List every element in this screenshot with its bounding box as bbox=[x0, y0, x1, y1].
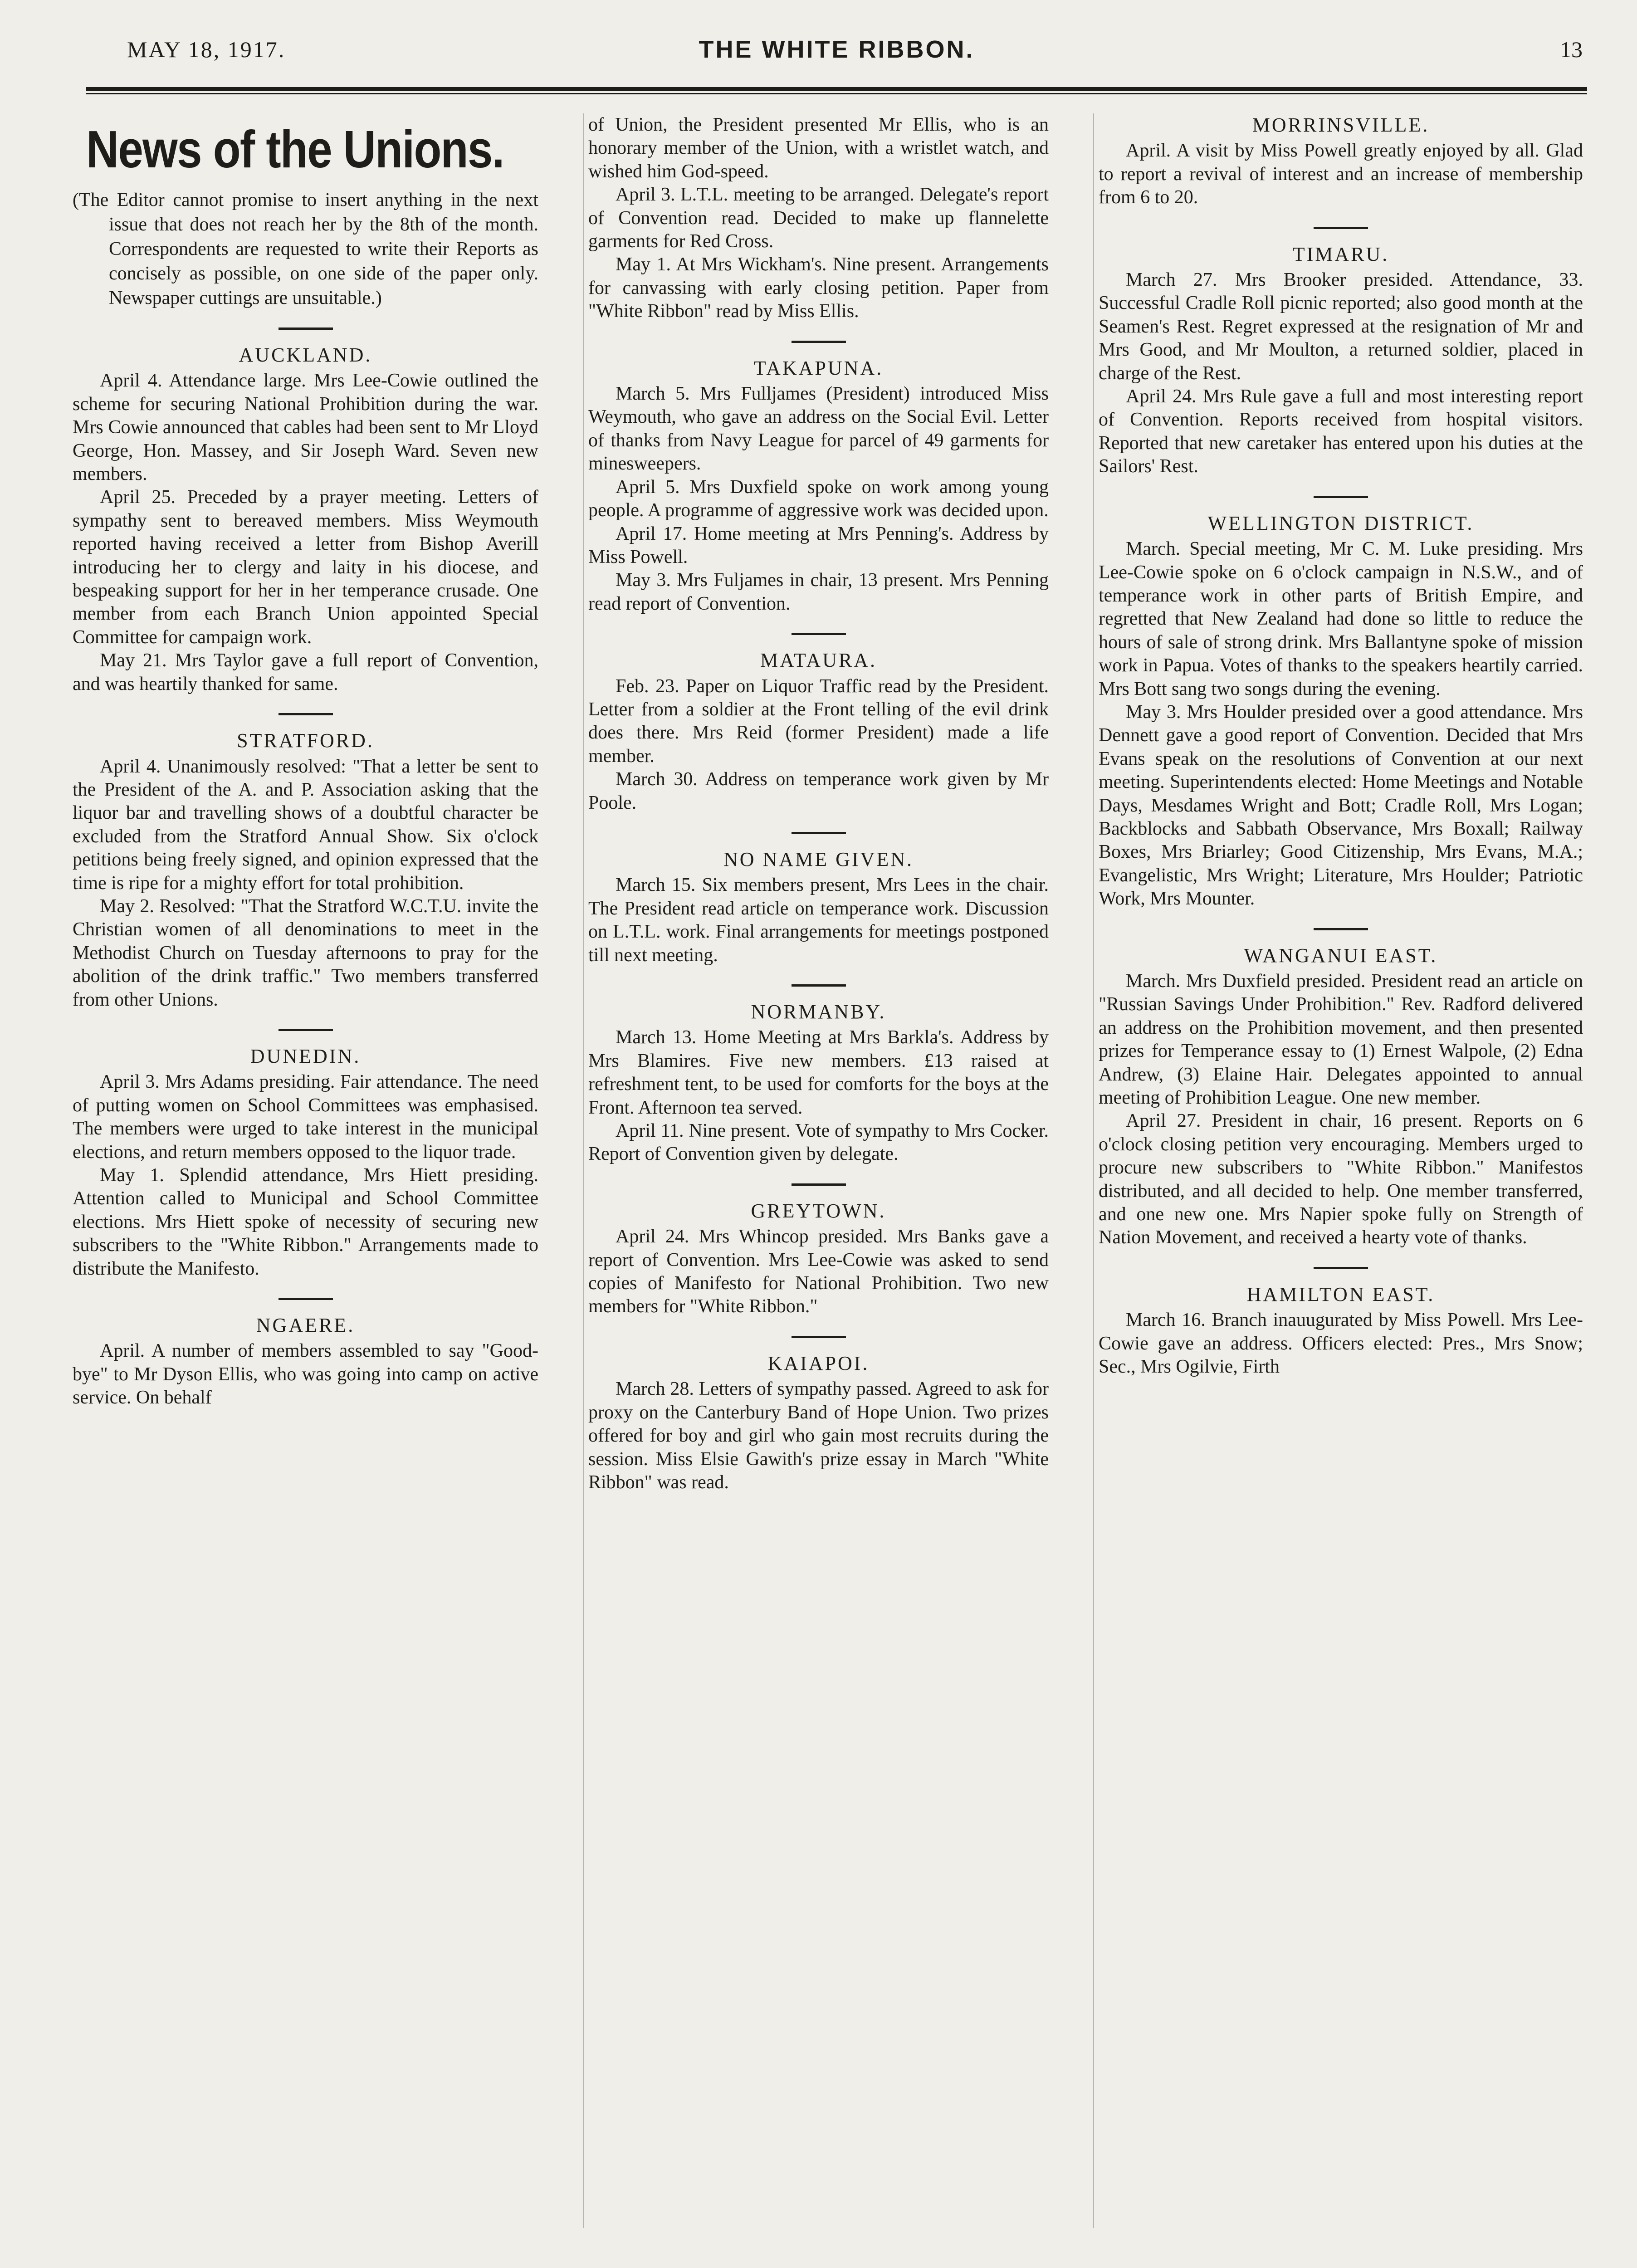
union-heading-ngaere: NGAERE. bbox=[256, 1314, 355, 1337]
separator bbox=[1314, 496, 1368, 498]
report-paragraph: Feb. 23. Paper on Liquor Traffic read by the President. Letter from a soldier at the Front telling of the evil drink does there. Mrs Reid (former President) made a life member. bbox=[588, 675, 1049, 767]
report-paragraph: April 11. Nine present. Vote of sympathy to Mrs Cocker. Report of Convention given by delegate. bbox=[588, 1120, 1049, 1165]
union-heading-timaru: TIMARU. bbox=[1292, 243, 1389, 265]
report-paragraph: May 1. Splendid attendance, Mrs Hiett presiding. Attention called to Municipal and School Committee elections. Mrs Hiett spoke of necessity of securing new subscribers to the "White Ribbon." Arrangements made to distribute the Manifesto. bbox=[73, 1165, 538, 1279]
report-paragraph: March. Special meeting, Mr C. M. Luke presiding. Mrs Lee-Cowie spoke on 6 o'clock campaign in N.S.W., and of temperance work in other parts of British Empire, and regretted that New Zealand had done so little to reduce the hours of sale of strong drink. Mrs Ballantyne spoke of mission work in Papua. Votes of thanks to the speakers heartily carried. Mrs Bott sang two songs during the evening. bbox=[1099, 538, 1583, 699]
report-paragraph: March 27. Mrs Brooker presided. Attendance, 33. Successful Cradle Roll picnic reported; also good month at the Seamen's Rest. Regret expressed at the resignation of Mr and Mrs Good, and Mr Moulton, a returned soldier, placed in charge of the Rest. bbox=[1099, 269, 1583, 384]
report-paragraph: April 5. Mrs Duxfield spoke on work among young people. A programme of aggressive work was decided upon. bbox=[588, 476, 1049, 521]
separator bbox=[279, 1029, 333, 1031]
page-number: 13 bbox=[1560, 37, 1583, 62]
separator bbox=[792, 341, 846, 343]
publication-title: THE WHITE RIBBON. bbox=[699, 36, 975, 63]
separator bbox=[792, 1336, 846, 1338]
separator bbox=[279, 327, 333, 330]
separator bbox=[792, 1183, 846, 1186]
union-heading-takapuna: TAKAPUNA. bbox=[753, 357, 884, 379]
separator bbox=[1314, 1267, 1368, 1269]
report-paragraph: March 5. Mrs Fulljames (President) introduced Miss Weymouth, who gave an address on the Social Evil. Letter of thanks from Navy League for parcel of 49 garments for minesweepers. bbox=[588, 383, 1049, 474]
union-heading-kaiapoi: KAIAPOI. bbox=[767, 1352, 870, 1374]
page-header bbox=[86, 28, 1587, 66]
union-heading-wellington-district: WELLINGTON DISTRICT. bbox=[1207, 512, 1474, 534]
editor-notice: (The Editor cannot promise to insert anything in the next issue that does not reach her by the 8th of the month. Correspondents are requested to write their Reports as concisely as possible, on one side of the paper only. Newspaper cuttings are unsuitable.) bbox=[73, 190, 538, 308]
report-paragraph: March 15. Six members present, Mrs Lees in the chair. The President read article on temperance work. Discussion on L.T.L. work. Final arrangements for meetings postponed till next meeting. bbox=[588, 875, 1049, 966]
header-rule-thin bbox=[86, 93, 1587, 94]
union-heading-hamilton-east: HAMILTON EAST. bbox=[1246, 1283, 1435, 1305]
union-heading-no-name-given: NO NAME GIVEN. bbox=[723, 848, 914, 870]
separator bbox=[792, 984, 846, 987]
union-heading-mataura: MATAURA. bbox=[760, 649, 877, 672]
section-title: News of the Unions. bbox=[86, 120, 504, 179]
union-heading-wanganui-east: WANGANUI EAST. bbox=[1244, 944, 1438, 967]
report-paragraph: April 25. Preceded by a prayer meeting. Letters of sympathy sent to bereaved members. Miss Weymouth reported having received a letter from Bishop Averill introducing her to clergy and laity in his diocese, and bespeaking support for her in her temperance crusade. One member from each Branch Union appointed Special Committee for campaign work. bbox=[73, 487, 538, 648]
report-paragraph: May 21. Mrs Taylor gave a full report of Convention, and was heartily thanked for same. bbox=[73, 650, 538, 694]
union-heading-normanby: NORMANBY. bbox=[751, 1001, 886, 1023]
column-3 bbox=[1093, 113, 1583, 2228]
report-paragraph: April 3. L.T.L. meeting to be arranged. Delegate's report of Convention read. Decided to make up flannelette garments for Red Cross. bbox=[588, 184, 1049, 252]
report-paragraph-continued: of Union, the President presented Mr Ellis, who is an honorary member of the Union, with a wristlet watch, and wished him God-speed. bbox=[588, 114, 1049, 182]
report-paragraph: April 27. President in chair, 16 present. Reports on 6 o'clock closing petition very encouraging. Members urged to procure new subscribers to "White Ribbon." Manifestos distributed, and all decided to help. One member transferred, and one new one. Mrs Napier spoke fully on Strength of Nation Movement, and received a hearty vote of thanks. bbox=[1099, 1110, 1583, 1248]
issue-date: MAY 18, 1917. bbox=[127, 37, 286, 62]
union-heading-dunedin: DUNEDIN. bbox=[250, 1045, 361, 1067]
report-paragraph: March 28. Letters of sympathy passed. Agreed to ask for proxy on the Canterbury Band of Hope Union. Two prizes offered for boy and girl who gain most recruits during the session. Miss Elsie Gawith's prize essay in March "White Ribbon" was read. bbox=[588, 1378, 1049, 1493]
report-paragraph: April 3. Mrs Adams presiding. Fair attendance. The need of putting women on School Committees was emphasised. The members were urged to take interest in the municipal elections, and return members opposed to the liquor trade. bbox=[73, 1071, 538, 1163]
report-paragraph: March. Mrs Duxfield presided. President read an article on "Russian Savings Under Prohibition." Rev. Radford delivered an address on the Prohibition movement, and then presented prizes for Temperance essay to (1) Ernest Walpole, (2) Edna Andrew, (3) Elaine Hair. Delegates appointed to annual meeting of Prohibition League. One new member. bbox=[1099, 971, 1583, 1109]
report-paragraph: April 4. Unanimously resolved: "That a letter be sent to the President of the A. and P. Association asking that the liquor bar and travelling shows of a doubtful character be excluded from the Stratford Annual Show. Six o'clock petitions being freely signed, and opinion expressed that the time is ripe for a mighty effort for total prohibition. bbox=[73, 756, 538, 894]
union-heading-greytown: GREYTOWN. bbox=[751, 1199, 886, 1222]
report-paragraph: March 16. Branch inauugurated by Miss Powell. Mrs Lee-Cowie gave an address. Officers elected: Pres., Mrs Snow; Sec., Mrs Ogilvie, Firth bbox=[1099, 1310, 1583, 1378]
separator bbox=[279, 713, 333, 715]
separator bbox=[1314, 928, 1368, 930]
report-paragraph: April 24. Mrs Whincop presided. Mrs Banks gave a report of Convention. Mrs Lee-Cowie was asked to send copies of Manifesto for National Prohibition. Two new members for "White Ribbon." bbox=[588, 1226, 1049, 1317]
separator bbox=[792, 832, 846, 834]
header-rule bbox=[86, 87, 1587, 91]
report-paragraph: April. A number of members assembled to say "Good-bye" to Mr Dyson Ellis, who was going into camp on active service. On behalf bbox=[73, 1340, 538, 1408]
report-paragraph: April 4. Attendance large. Mrs Lee-Cowie outlined the scheme for securing National Prohibition during the war. Mrs Cowie announced that cables had been sent to Mr Lloyd George, Hon. Massey, and Sir Joseph Ward. Seven new members. bbox=[73, 370, 538, 485]
report-paragraph: May 3. Mrs Fuljames in chair, 13 present. Mrs Penning read report of Convention. bbox=[588, 570, 1049, 614]
union-heading-auckland: AUCKLAND. bbox=[239, 344, 372, 366]
report-paragraph: April 24. Mrs Rule gave a full and most interesting report of Convention. Reports received from hospital visitors. Reported that new caretaker has entered upon his duties at the Sailors' Rest. bbox=[1099, 386, 1583, 477]
separator bbox=[279, 1298, 333, 1300]
report-paragraph: May 1. At Mrs Wickham's. Nine present. Arrangements for canvassing with early closing petition. Paper from "White Ribbon" read by Miss Ellis. bbox=[588, 254, 1049, 322]
union-heading-stratford: STRATFORD. bbox=[237, 729, 374, 752]
report-paragraph: April 17. Home meeting at Mrs Penning's. Address by Miss Powell. bbox=[588, 523, 1049, 567]
report-paragraph: May 3. Mrs Houlder presided over a good attendance. Mrs Dennett gave a good report of Convention. Decided that Mrs Evans speak on the resolutions of Convention at our next meeting. Superintendents elected: Home Meetings and Notable Days, Mesdames Wright and Bott; Cradle Roll, Mrs Logan; Backblocks and Sabbath Observance, Mrs Boxall; Railway Boxes, Mrs Briarley; Good Citizenship, Mrs Evans, M.A.; Evangelistic, Mrs Wright; Literature, Mrs Houlder; Patriotic Work, Mrs Mounter. bbox=[1099, 701, 1583, 909]
separator bbox=[792, 633, 846, 635]
report-paragraph: April. A visit by Miss Powell greatly enjoyed by all. Glad to report a revival of interest and an increase of membership from 6 to 20. bbox=[1099, 140, 1583, 208]
union-heading-morrinsville: MORRINSVILLE. bbox=[1252, 114, 1430, 136]
column-1 bbox=[73, 113, 538, 2228]
report-paragraph: May 2. Resolved: "That the Stratford W.C.T.U. invite the Christian women of all denominations to meet in the Methodist Church on Tuesday afternoons to pray for the abolition of the drink traffic." Two members transferred from other Unions. bbox=[73, 895, 538, 1010]
report-paragraph: March 30. Address on temperance work given by Mr Poole. bbox=[588, 769, 1049, 813]
report-paragraph: March 13. Home Meeting at Mrs Barkla's. Address by Mrs Blamires. Five new members. £13 raised at refreshment tent, to be used for comforts for the boys at the Front. Afternoon tea served. bbox=[588, 1027, 1049, 1118]
column-2 bbox=[583, 113, 1049, 2228]
separator bbox=[1314, 227, 1368, 229]
